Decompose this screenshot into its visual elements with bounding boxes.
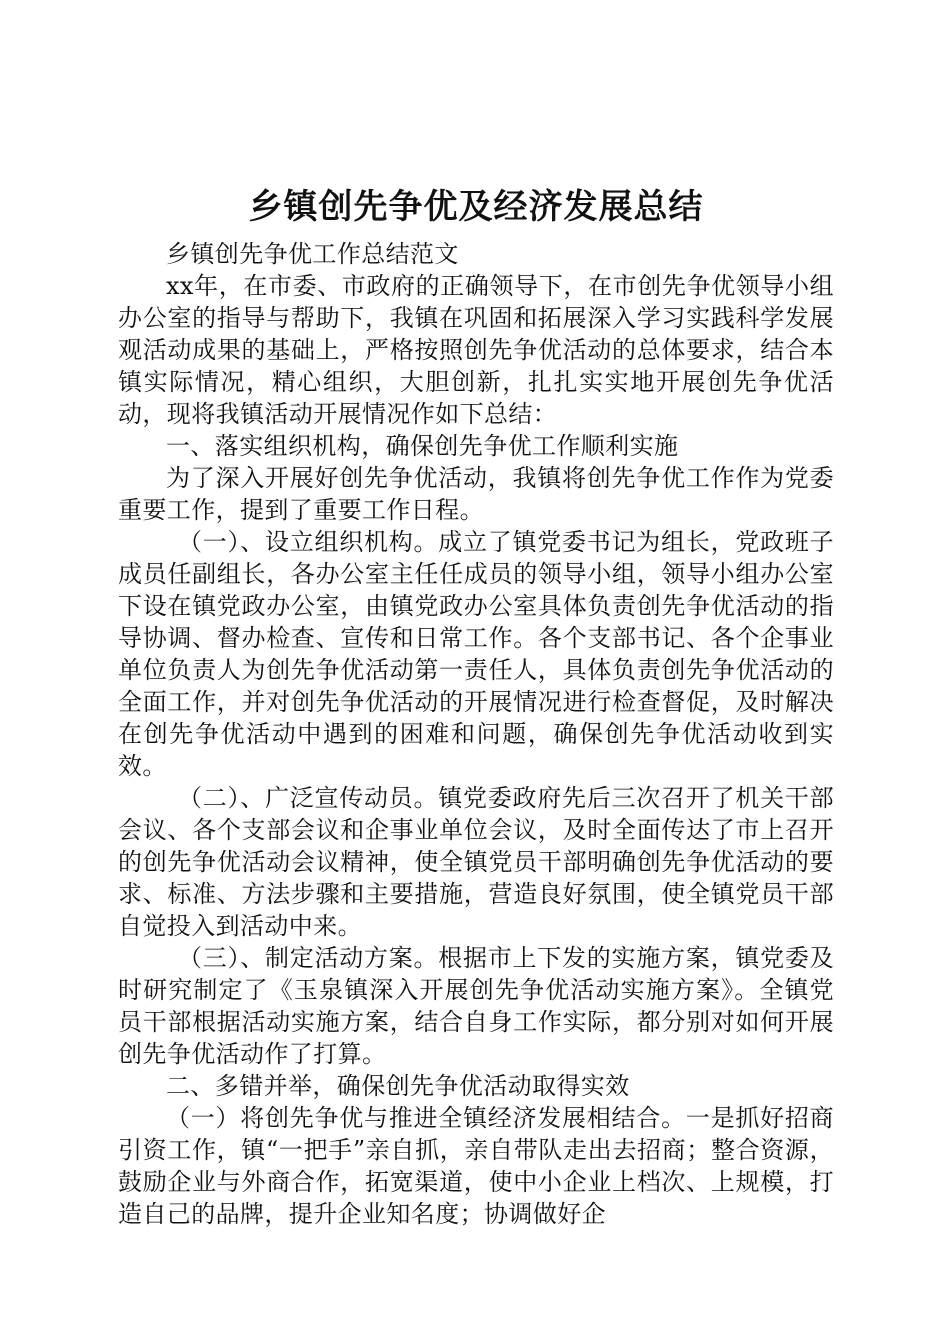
document-subtitle: 乡镇创先争优工作总结范文 [166, 240, 459, 268]
document-page [118, 182, 834, 1230]
section-1-item-1: （一）、设立组织机构。成立了镇党委书记为组长，党政班子成员任副组长，各办公室主任任成员的领导小组，领导小组办公室下设在镇党政办公室，由镇党政办公室具体负责创先争优活动的指导协调、督办检查、宣传和日常工作。各个支部书记、各个企事业单位负责人为创先争优活动第一责任人，具体负责创先争优活动的全面工作，并对创先争优活动的开展情况进行检查督促，及时解决在创先争优活动中遇到的困难和问题，确保创先争优活动收到实效。 [118, 528, 834, 780]
section-2-item-1: （一）将创先争优与推进全镇经济发展相结合。一是抓好招商引资工作，镇“一把手”亲自抓，亲自带队走出去招商；整合资源，鼓励企业与外商合作，拓宽渠道，使中小企业上档次、上规模，打造自己的品牌，提升企业知名度；协调做好企 [118, 1104, 834, 1228]
section-1-item-2: （二）、广泛宣传动员。镇党委政府先后三次召开了机关干部会议、各个支部会议和企事业单位会议，及时全面传达了市上召开的创先争优活动会议精神，使全镇党员干部明确创先争优活动的要求、标准、方法步骤和主要措施，营造良好氛围，使全镇党员干部自觉投入到活动中来。 [118, 784, 834, 940]
intro-paragraph: xx年，在市委、市政府的正确领导下，在市创先争优领导小组办公室的指导与帮助下，我镇在巩固和拓展深入学习实践科学发展观活动成果的基础上，严格按照创先争优活动的总体要求，结合本镇实际情况，精心组织，大胆创新，扎扎实实地开展创先争优活动，现将我镇活动开展情况作如下总结： [118, 272, 834, 428]
section-1-intro: 为了深入开展好创先争优活动，我镇将创先争优工作作为党委重要工作，提到了重要工作日程。 [118, 464, 834, 524]
section-heading-1: 一、落实组织机构，确保创先争优工作顺利实施 [166, 432, 679, 460]
section-1-item-3: （三）、制定活动方案。根据市上下发的实施方案，镇党委及时研究制定了《玉泉镇深入开展创先争优活动实施方案》。全镇党员干部根据活动实施方案，结合自身工作实际，都分别对如何开展创先争优活动作了打算。 [118, 944, 834, 1068]
document-title: 乡镇创先争优及经济发展总结 [248, 187, 704, 227]
section-heading-2: 二、多错并举，确保创先争优活动取得实效 [166, 1072, 630, 1100]
